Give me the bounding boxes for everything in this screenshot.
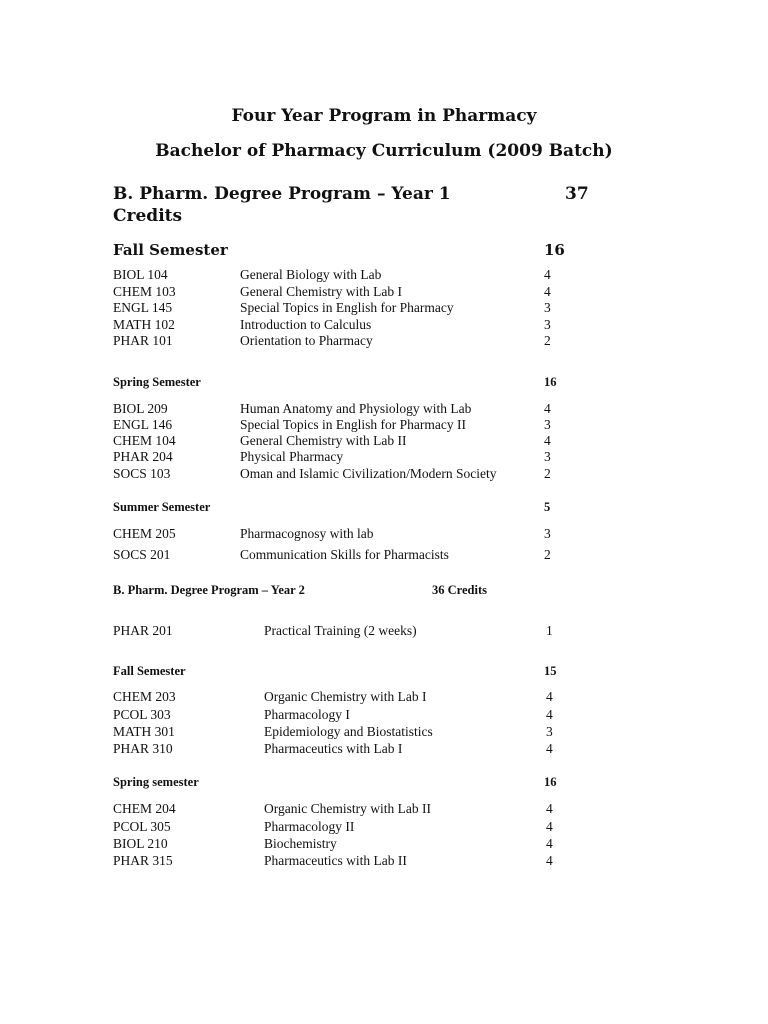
year1-spring-total: 16 (544, 375, 557, 389)
course-name: Organic Chemistry with Lab I (264, 689, 427, 704)
course-name: Special Topics in English for Pharmacy (240, 300, 454, 315)
program-title: Four Year Program in Pharmacy (231, 106, 537, 126)
course-name: Oman and Islamic Civilization/Modern Society (240, 466, 497, 481)
course-code: ENGL 145 (113, 300, 173, 315)
course-name: Pharmaceutics with Lab I (264, 741, 403, 756)
course-name: Epidemiology and Biostatistics (264, 724, 433, 739)
course-credits: 4 (546, 801, 553, 816)
course-name: Pharmacognosy with lab (240, 526, 374, 541)
year2-spring-total: 16 (544, 775, 557, 789)
year1-spring-title: Spring Semester (113, 375, 201, 389)
course-name: Organic Chemistry with Lab II (264, 801, 431, 816)
year1-credits-number: 37 (565, 184, 589, 204)
course-code: PCOL 303 (113, 707, 171, 722)
course-credits: 4 (544, 267, 551, 282)
year1-summer-title: Summer Semester (113, 500, 211, 514)
course-credits: 4 (544, 433, 551, 448)
course-code: MATH 301 (113, 724, 175, 739)
year1-fall-total: 16 (544, 241, 565, 259)
course-code: PHAR 310 (113, 741, 173, 756)
year1-heading: B. Pharm. Degree Program – Year 1 (113, 184, 451, 204)
course-code: CHEM 203 (113, 689, 176, 704)
course-credits: 4 (544, 284, 551, 299)
course-name: General Chemistry with Lab I (240, 284, 402, 299)
course-credits: 4 (546, 836, 553, 851)
course-code: PHAR 315 (113, 853, 173, 868)
year2-credits: 36 Credits (432, 583, 487, 597)
course-name: Biochemistry (264, 836, 337, 851)
course-code: PHAR 204 (113, 449, 173, 464)
course-credits: 4 (544, 401, 551, 416)
course-code: SOCS 103 (113, 466, 171, 481)
year2-fall-title: Fall Semester (113, 664, 186, 678)
year1-credits-word: Credits (113, 206, 183, 226)
course-code: BIOL 210 (113, 836, 168, 851)
course-name: Communication Skills for Pharmacists (240, 547, 449, 562)
course-code: BIOL 104 (113, 267, 168, 282)
year2-heading: B. Pharm. Degree Program – Year 2 (113, 583, 305, 597)
course-name: Pharmacology I (264, 707, 350, 722)
year2-fall-total: 15 (544, 664, 557, 678)
course-code: CHEM 104 (113, 433, 176, 448)
course-credits: 4 (546, 853, 553, 868)
curriculum-title: Bachelor of Pharmacy Curriculum (2009 Batch) (155, 141, 613, 161)
course-name: Pharmaceutics with Lab II (264, 853, 407, 868)
course-credits: 3 (544, 317, 551, 332)
course-code: PCOL 305 (113, 819, 171, 834)
course-code: CHEM 205 (113, 526, 176, 541)
course-credits: 3 (546, 724, 553, 739)
course-code: MATH 102 (113, 317, 175, 332)
course-name: Human Anatomy and Physiology with Lab (240, 401, 472, 416)
course-credits: 3 (544, 526, 551, 541)
course-code: BIOL 209 (113, 401, 168, 416)
course-credits: 4 (546, 819, 553, 834)
course-credits: 4 (546, 689, 553, 704)
course-credits: 2 (544, 333, 551, 348)
course-code: CHEM 103 (113, 284, 176, 299)
course-credits: 1 (546, 623, 553, 638)
course-name: Practical Training (2 weeks) (264, 623, 417, 638)
course-credits: 4 (546, 741, 553, 756)
course-code: PHAR 101 (113, 333, 173, 348)
course-credits: 4 (546, 707, 553, 722)
year1-fall-title: Fall Semester (113, 241, 228, 259)
course-credits: 2 (544, 547, 551, 562)
course-code: CHEM 204 (113, 801, 176, 816)
year2-spring-title: Spring semester (113, 775, 199, 789)
course-name: Physical Pharmacy (240, 449, 344, 464)
course-name: Orientation to Pharmacy (240, 333, 373, 348)
course-name: General Chemistry with Lab II (240, 433, 407, 448)
course-code: PHAR 201 (113, 623, 173, 638)
course-name: Pharmacology II (264, 819, 355, 834)
year1-summer-total: 5 (544, 500, 551, 514)
course-name: General Biology with Lab (240, 267, 382, 282)
course-name: Introduction to Calculus (240, 317, 372, 332)
course-credits: 3 (544, 417, 551, 432)
course-code: SOCS 201 (113, 547, 171, 562)
course-credits: 3 (544, 300, 551, 315)
course-code: ENGL 146 (113, 417, 173, 432)
course-credits: 3 (544, 449, 551, 464)
course-credits: 2 (544, 466, 551, 481)
course-name: Special Topics in English for Pharmacy II (240, 417, 467, 432)
